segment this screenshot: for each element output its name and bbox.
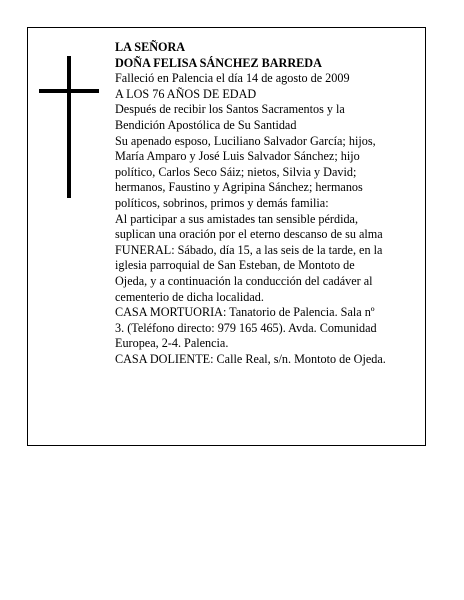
- family-line: políticos, sobrinos, primos y demás familia:: [115, 195, 329, 210]
- death-date-line: Falleció en Palencia el día 14 de agosto de 2009: [115, 71, 350, 86]
- notice-text: [115, 40, 423, 367]
- family-line: hermanos, Faustino y Agripina Sánchez; hermanos: [115, 180, 363, 195]
- deceased-name: DOÑA FELISA SÁNCHEZ BARREDA: [115, 55, 322, 70]
- sacraments-line: Bendición Apostólica de Su Santidad: [115, 117, 297, 132]
- family-line: Su apenado esposo, Luciliano Salvador García; hijos,: [115, 133, 376, 148]
- funeral-home-line: Europea, 2-4. Palencia.: [115, 336, 229, 351]
- cross-vertical-bar: [67, 56, 71, 198]
- cross-horizontal-bar: [39, 89, 99, 93]
- family-line: María Amparo y José Luis Salvador Sánchez; hijo: [115, 149, 360, 164]
- deceased-title: LA SEÑORA: [115, 40, 186, 54]
- family-home-line: CASA DOLIENTE: Calle Real, s/n. Montoto de Ojeda.: [115, 351, 386, 366]
- funeral-line: iglesia parroquial de San Esteban, de Montoto de: [115, 258, 355, 273]
- funeral-home-line: CASA MORTUORIA: Tanatorio de Palencia. Sala nº: [115, 305, 375, 320]
- funeral-line: FUNERAL: Sábado, día 15, a las seis de la tarde, en la: [115, 242, 383, 257]
- age-line: A LOS 76 AÑOS DE EDAD: [115, 86, 257, 101]
- funeral-line: Ojeda, y a continuación la conducción del cadáver al: [115, 273, 373, 288]
- prayer-request-line: suplican una oración por el eterno descanso de su alma: [115, 227, 383, 242]
- prayer-request-line: Al participar a sus amistades tan sensible pérdida,: [115, 211, 359, 226]
- cross-icon: [39, 56, 99, 198]
- sacraments-line: Después de recibir los Santos Sacramentos y la: [115, 102, 345, 117]
- funeral-home-line: 3. (Teléfono directo: 979 165 465). Avda. Comunidad: [115, 320, 377, 335]
- family-line: político, Carlos Seco Sáiz; nietos, Silvia y David;: [115, 164, 357, 179]
- funeral-line: cementerio de dicha localidad.: [115, 289, 264, 304]
- obituary-notice: [27, 27, 426, 446]
